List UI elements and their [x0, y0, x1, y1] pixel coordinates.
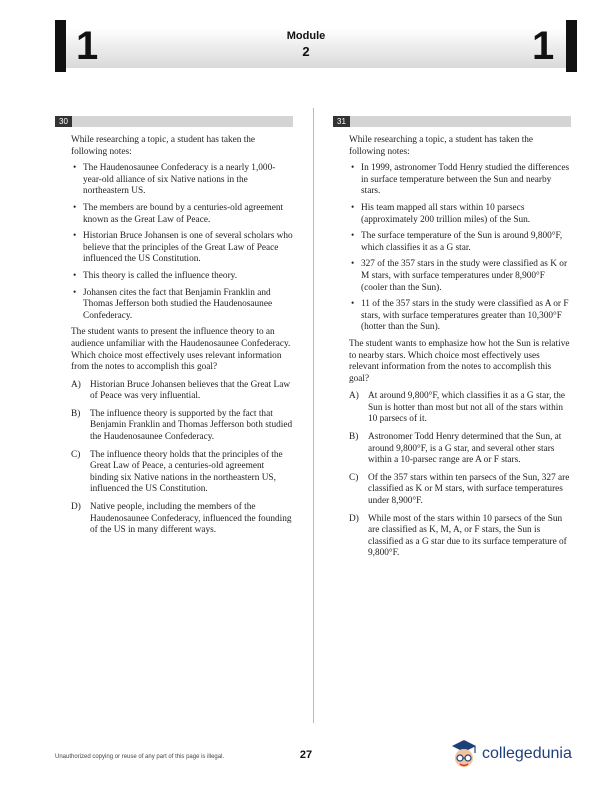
section-number-left: 1 [76, 24, 99, 68]
choice-text: Historian Bruce Johansen believes that the Great Law of Peace was very influential. [90, 379, 291, 402]
choice-letter: B) [71, 408, 81, 419]
choice-letter: D) [71, 502, 81, 513]
choice-text: The influence theory is supported by the fact that Benjamin Franklin and Thomas Jefferson both studied the Haudenosaunee Confederacy. [90, 408, 293, 443]
answer-choice-c[interactable] [71, 450, 293, 496]
choice-text: At around 9,800°F, which classifies it as a G star, the Sun is hotter than most but not all of the stars within 10 parsecs of it. [368, 391, 566, 425]
choice-text: The influence theory holds that the principles of the Great Law of Peace, a centuries-old agreement binding six Native nations in the northeastern US, influenced the US Constitution. [90, 449, 283, 495]
answer-choice-a[interactable] [349, 391, 571, 426]
choice-text: Astronomer Todd Henry determined that the Sun, at around 9,800°F, is a G star, and several other stars within a 10-parsec range are A or F stars. [368, 432, 562, 466]
note-item: • The surface temperature of the Sun is around 9,800°F, which classifies it as a G star. [349, 231, 571, 254]
answer-choice-b[interactable] [349, 432, 571, 467]
note-item: • In 1999, astronomer Todd Henry studied the differences in surface temperature between the Sun and nearby stars. [349, 163, 571, 198]
logo-text: collegedunia [482, 745, 572, 762]
footer-disclaimer: Unauthorized copying or reuse of any part of this page is illegal. [55, 754, 225, 760]
note-item: • Johansen cites the fact that Benjamin Franklin and Thomas Jefferson both studied the Haudenosaunee Confederacy. [71, 288, 293, 323]
question-prompt: The student wants to present the influence theory to an audience unfamiliar with the Haudenosaunee Confederacy. Which choice most effectively uses relevant information from the notes to accomplish this goal? [71, 327, 291, 373]
choice-letter: C) [349, 472, 359, 483]
question-31 [333, 116, 571, 566]
notes-list [349, 163, 571, 334]
choice-text: Native people, including the members of the Haudenosaunee Confederacy, influenced the founding of the US in many different ways. [90, 502, 292, 536]
section-number-right: 1 [532, 24, 555, 68]
answer-choice-d[interactable] [349, 514, 571, 560]
choice-text: While most of the stars within 10 parsecs of the Sun are classified as K, M, A, or F stars, the Sun is classified as a G star due to its surface temperature of 9,800°F. [368, 513, 567, 559]
choice-letter: D) [349, 513, 359, 524]
answer-choice-b[interactable] [71, 409, 293, 444]
note-item: • This theory is called the influence theory. [71, 271, 293, 283]
column-divider [313, 108, 314, 723]
question-number-bar [333, 116, 571, 127]
question-number-bar [55, 116, 293, 127]
question-30 [55, 116, 293, 543]
question-prompt: The student wants to emphasize how hot the Sun is relative to nearby stars. Which choice most effectively uses relevant information from the notes to accomplish this goal? [349, 338, 570, 384]
choice-text: Of the 357 stars within ten parsecs of the Sun, 327 are classified as K or M stars, with surface temperatures under 8,900°F. [368, 472, 570, 507]
notes-list [71, 163, 293, 322]
module-number: 2 [302, 44, 310, 59]
question-intro: While researching a topic, a student has taken the following notes: [71, 135, 256, 157]
page-number: 27 [299, 749, 313, 761]
note-item: • 327 of the 357 stars in the study were classified as K or M stars, with surface temperatures under 8,900°F (cooler than the Sun). [349, 259, 571, 294]
note-item: • Historian Bruce Johansen is one of several scholars who believe that the principles of the Great Law of Peace influenced the US Constitution. [71, 231, 293, 266]
choice-letter: A) [71, 379, 81, 390]
question-number: 31 [333, 116, 350, 127]
graduate-mascot-icon [448, 736, 480, 772]
note-item: • The Haudenosaunee Confederacy is a nearly 1,000-year-old alliance of six Native nations in the northeastern US. [71, 163, 293, 198]
module-label: Module [286, 30, 326, 42]
answer-choice-d[interactable] [71, 502, 293, 537]
note-item: • The members are bound by a centuries-old agreement known as the Great Law of Peace. [71, 203, 293, 226]
note-item: • 11 of the 357 stars in the study were classified as A or F stars, with surface temperatures greater than 10,300°F (hotter than the Sun). [349, 299, 571, 334]
note-item: • His team mapped all stars within 10 parsecs (approximately 200 trillion miles) of the Sun. [349, 203, 571, 226]
question-number: 30 [55, 116, 72, 127]
choice-letter: A) [349, 391, 359, 402]
answer-choice-a[interactable] [71, 380, 293, 403]
section-marker-right [566, 20, 577, 72]
choice-letter: B) [349, 432, 359, 443]
question-intro: While researching a topic, a student has taken the following notes: [349, 135, 534, 157]
choice-letter: C) [71, 449, 81, 460]
collegedunia-logo [448, 736, 588, 774]
answer-choice-c[interactable] [349, 473, 571, 508]
